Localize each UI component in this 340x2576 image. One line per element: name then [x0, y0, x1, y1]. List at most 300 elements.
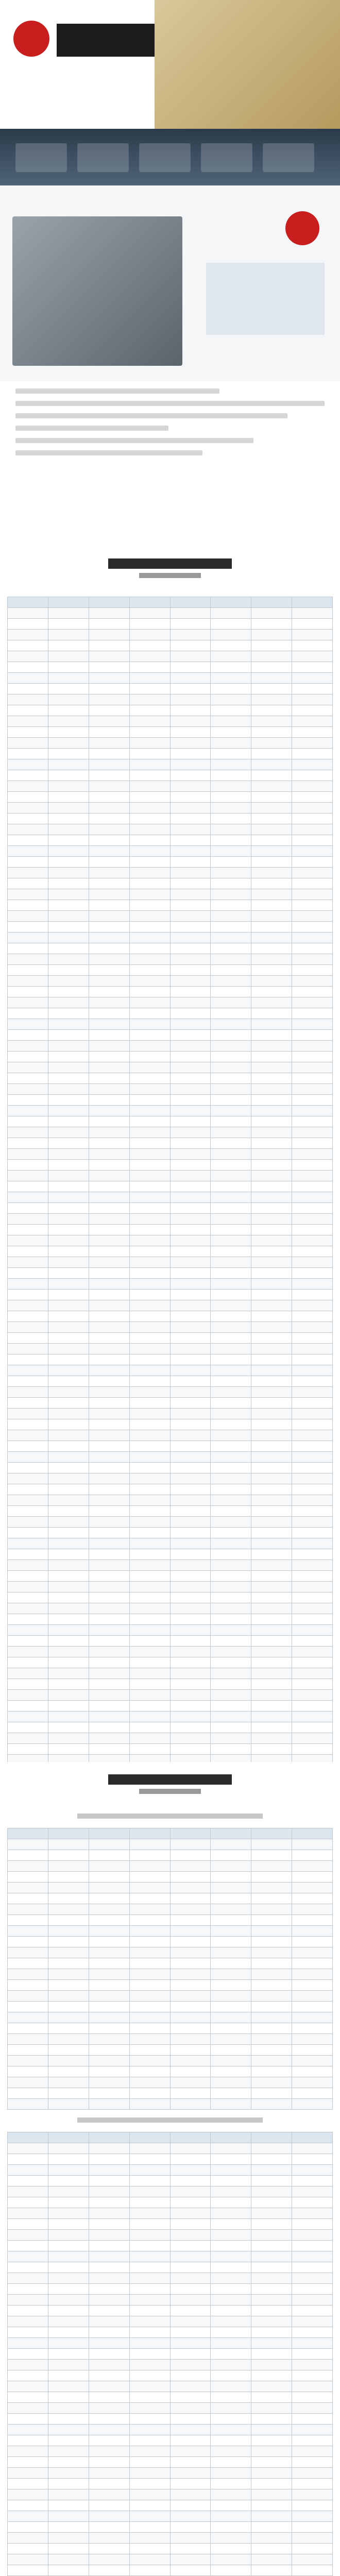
spec-table [7, 2132, 333, 2576]
text-line-placeholder [15, 426, 168, 431]
table-cell [48, 1571, 89, 1582]
table-cell [48, 1980, 89, 1991]
table-cell [251, 1883, 292, 1893]
table-cell [89, 1915, 129, 1926]
table-cell [129, 1268, 170, 1279]
table-cell [211, 2316, 251, 2327]
table-cell [129, 749, 170, 759]
table-cell [89, 2565, 129, 2576]
table-cell [251, 1850, 292, 1861]
table-cell [48, 1582, 89, 1592]
table-cell [8, 608, 48, 619]
table-cell [170, 1690, 211, 1701]
table-cell [292, 1300, 333, 1311]
table-cell [211, 1495, 251, 1506]
table-cell [89, 1904, 129, 1915]
table-cell [251, 662, 292, 673]
table-cell [89, 1398, 129, 1409]
table-cell [89, 2544, 129, 2554]
table-cell [89, 1290, 129, 1300]
table-cell [292, 2435, 333, 2446]
table-cell [89, 835, 129, 846]
table-row [8, 2392, 333, 2403]
table-cell [89, 2295, 129, 2306]
table-cell [48, 2349, 89, 2360]
table-cell [292, 1722, 333, 1733]
table-cell [48, 1828, 89, 1839]
table-cell [211, 1506, 251, 1517]
table-row [8, 1311, 333, 1322]
table-cell [129, 1127, 170, 1138]
table-cell [292, 2457, 333, 2468]
table-cell [48, 2045, 89, 2056]
table-cell [211, 727, 251, 738]
table-row [8, 1657, 333, 1668]
table-cell [89, 1344, 129, 1354]
table-caption-line [77, 2117, 263, 2123]
table-cell [292, 878, 333, 889]
table-cell [211, 889, 251, 900]
table-row [8, 1084, 333, 1095]
table-cell [211, 1041, 251, 1052]
table-cell [251, 1636, 292, 1647]
table-cell [48, 2208, 89, 2219]
table-cell [211, 1755, 251, 1762]
table-cell [48, 2088, 89, 2099]
table-cell [8, 2219, 48, 2230]
table-cell [292, 2511, 333, 2522]
table-cell [292, 911, 333, 922]
table-cell [211, 2338, 251, 2349]
table-cell [8, 965, 48, 976]
table-cell [292, 2273, 333, 2284]
table-cell [211, 933, 251, 943]
table-row [8, 2295, 333, 2306]
table-cell [89, 965, 129, 976]
table-cell [8, 1127, 48, 1138]
table-cell [170, 781, 211, 792]
table-cell [292, 684, 333, 694]
table-cell [8, 2425, 48, 2435]
table-cell [8, 1225, 48, 1235]
table-cell [89, 2262, 129, 2273]
table-row [8, 662, 333, 673]
table-cell [8, 1354, 48, 1365]
table-row [8, 781, 333, 792]
table-cell [8, 1008, 48, 1019]
table-cell [89, 1268, 129, 1279]
table-cell [211, 1084, 251, 1095]
table-cell [8, 2187, 48, 2197]
table-cell [8, 1235, 48, 1246]
table-cell [292, 1560, 333, 1571]
table-cell [48, 2381, 89, 2392]
table-cell [251, 1926, 292, 1937]
table-cell [251, 2533, 292, 2544]
table-cell [292, 1614, 333, 1625]
table-cell [251, 1679, 292, 1690]
table-row [8, 2066, 333, 2077]
table-cell [8, 976, 48, 987]
table-cell [170, 954, 211, 965]
table-cell [251, 911, 292, 922]
table-row [8, 1991, 333, 2002]
table-cell [8, 2511, 48, 2522]
table-cell [89, 2176, 129, 2187]
table-cell [251, 1592, 292, 1603]
table-cell [292, 1839, 333, 1850]
table-cell [170, 651, 211, 662]
table-row [8, 1969, 333, 1980]
table-cell [8, 2489, 48, 2500]
table-cell [48, 1904, 89, 1915]
table-row [8, 1203, 333, 1214]
table-cell [170, 2425, 211, 2435]
table-cell [48, 1603, 89, 1614]
table-cell [8, 597, 48, 608]
table-cell [170, 2381, 211, 2392]
table-cell [292, 1571, 333, 1582]
section-heading-subtitle [139, 573, 201, 578]
table-cell [48, 2295, 89, 2306]
table-cell [89, 997, 129, 1008]
table-cell [89, 1636, 129, 1647]
table-cell [89, 1149, 129, 1160]
table-cell [292, 1214, 333, 1225]
table-cell [48, 1419, 89, 1430]
table-cell [211, 846, 251, 857]
table-cell [89, 2360, 129, 2370]
table-cell [170, 2544, 211, 2554]
table-row [8, 911, 333, 922]
table-cell [8, 759, 48, 770]
table-cell [211, 1980, 251, 1991]
table-cell [170, 2176, 211, 2187]
table-cell [211, 2565, 251, 2576]
table-cell [129, 1506, 170, 1517]
table-row [8, 976, 333, 987]
table-cell [170, 1495, 211, 1506]
table-cell [251, 2565, 292, 2576]
table-cell [89, 1861, 129, 1872]
table-cell [211, 2522, 251, 2533]
table-row [8, 1484, 333, 1495]
table-cell [251, 1744, 292, 1755]
table-cell [251, 608, 292, 619]
table-cell [292, 1116, 333, 1127]
table-cell [8, 1701, 48, 1711]
table-cell [129, 2349, 170, 2360]
table-row [8, 2479, 333, 2489]
table-cell [8, 1549, 48, 1560]
table-cell [211, 1679, 251, 1690]
table-row [8, 2219, 333, 2230]
table-cell [129, 1560, 170, 1571]
table-row [8, 1344, 333, 1354]
table-row [8, 1041, 333, 1052]
table-cell [8, 1073, 48, 1084]
table-cell [48, 2489, 89, 2500]
feature-tile [139, 143, 191, 172]
table-cell [170, 1235, 211, 1246]
table-cell [251, 1203, 292, 1214]
table-cell [129, 1203, 170, 1214]
table-cell [251, 1690, 292, 1701]
table-cell [48, 1225, 89, 1235]
table-header-row [8, 2132, 333, 2143]
table-row [8, 1915, 333, 1926]
table-cell [211, 1279, 251, 1290]
table-cell [170, 749, 211, 759]
table-cell [89, 868, 129, 878]
table-cell [211, 1722, 251, 1733]
table-cell [170, 2327, 211, 2338]
table-cell [292, 1969, 333, 1980]
table-cell [170, 2099, 211, 2110]
table-row [8, 1387, 333, 1398]
table-cell [292, 1549, 333, 1560]
table-cell [251, 2327, 292, 2338]
table-cell [211, 759, 251, 770]
table-cell [170, 2554, 211, 2565]
table-row [8, 2533, 333, 2544]
table-row [8, 2403, 333, 2414]
table-cell [129, 1592, 170, 1603]
table-cell [129, 1668, 170, 1679]
table-cell [129, 1463, 170, 1473]
table-cell [292, 792, 333, 803]
table-cell [48, 1376, 89, 1387]
table-cell [170, 759, 211, 770]
table-cell [48, 2230, 89, 2241]
table-cell [48, 2392, 89, 2403]
table-cell [170, 987, 211, 997]
table-cell [89, 878, 129, 889]
table-cell [8, 2002, 48, 2012]
table-cell [170, 846, 211, 857]
table-cell [89, 792, 129, 803]
table-cell [211, 1030, 251, 1041]
table-cell [48, 792, 89, 803]
table-cell [129, 1419, 170, 1430]
table-cell [170, 673, 211, 684]
table-cell [48, 1192, 89, 1203]
table-cell [129, 727, 170, 738]
table-cell [89, 1257, 129, 1268]
table-cell [211, 662, 251, 673]
table-cell [8, 673, 48, 684]
table-cell [170, 1592, 211, 1603]
table-cell [211, 1409, 251, 1419]
table-cell [89, 1722, 129, 1733]
table-cell [129, 2241, 170, 2251]
table-cell [170, 1969, 211, 1980]
table-cell [8, 1711, 48, 1722]
table-cell [8, 1850, 48, 1861]
table-cell [8, 2056, 48, 2066]
table-cell [8, 1344, 48, 1354]
table-cell [251, 824, 292, 835]
table-row [8, 1839, 333, 1850]
table-row [8, 2338, 333, 2349]
table-row [8, 889, 333, 900]
table-cell [48, 2012, 89, 2023]
table-cell [8, 1300, 48, 1311]
table-row [8, 1893, 333, 1904]
table-cell [170, 1636, 211, 1647]
table-row [8, 997, 333, 1008]
table-cell [211, 1192, 251, 1203]
table-cell [211, 2165, 251, 2176]
table-cell [292, 1473, 333, 1484]
table-cell [48, 987, 89, 997]
table-cell [251, 1419, 292, 1430]
table-cell [89, 1549, 129, 1560]
table-cell [211, 954, 251, 965]
table-cell [89, 2489, 129, 2500]
text-line-placeholder [15, 450, 202, 455]
feature-strip-banner [0, 129, 340, 185]
table-cell [211, 1517, 251, 1528]
table-cell [292, 1073, 333, 1084]
table-cell [251, 640, 292, 651]
table-cell [170, 1679, 211, 1690]
table-cell [251, 1246, 292, 1257]
table-cell [170, 2045, 211, 2056]
table-cell [251, 597, 292, 608]
table-cell [211, 1484, 251, 1495]
table-cell [251, 2045, 292, 2056]
table-cell [170, 1506, 211, 1517]
table-cell [251, 1893, 292, 1904]
table-cell [48, 1463, 89, 1473]
table-cell [48, 1549, 89, 1560]
table-cell [292, 1528, 333, 1538]
table-cell [48, 1528, 89, 1538]
table-cell [292, 2403, 333, 2414]
table-cell [292, 2500, 333, 2511]
table-cell [292, 1463, 333, 1473]
table-cell [251, 1376, 292, 1387]
table-cell [251, 1116, 292, 1127]
table-cell [129, 1958, 170, 1969]
table-cell [211, 2554, 251, 2565]
table-cell [251, 2187, 292, 2197]
table-cell [129, 1171, 170, 1181]
table-cell [129, 2554, 170, 2565]
table-cell [8, 2338, 48, 2349]
table-cell [8, 1333, 48, 1344]
table-cell [89, 1969, 129, 1980]
table-cell [292, 608, 333, 619]
table-cell [251, 976, 292, 987]
table-cell [251, 2208, 292, 2219]
table-row [8, 2457, 333, 2468]
table-cell [8, 1733, 48, 1744]
table-cell [129, 2500, 170, 2511]
table-cell [251, 1582, 292, 1592]
table-cell [129, 1322, 170, 1333]
table-cell [129, 868, 170, 878]
table-cell [89, 2349, 129, 2360]
table-cell [89, 770, 129, 781]
table-cell [129, 1893, 170, 1904]
table-cell [8, 1495, 48, 1506]
table-cell [251, 965, 292, 976]
table-cell [8, 824, 48, 835]
table-cell [48, 2197, 89, 2208]
table-row [8, 1149, 333, 1160]
table-cell [211, 1300, 251, 1311]
table-cell [8, 2522, 48, 2533]
feature-tile [77, 143, 129, 172]
table-cell [89, 651, 129, 662]
table-cell [170, 1127, 211, 1138]
table-cell [8, 1149, 48, 1160]
table-cell [292, 2230, 333, 2241]
table-cell [170, 2306, 211, 2316]
table-cell [170, 2435, 211, 2446]
table-cell [48, 2187, 89, 2197]
table-cell [48, 1203, 89, 1214]
table-cell [89, 1441, 129, 1452]
table-cell [8, 749, 48, 759]
table-row [8, 1160, 333, 1171]
table-cell [48, 662, 89, 673]
table-cell [211, 1473, 251, 1484]
table-row [8, 1214, 333, 1225]
table-cell [129, 922, 170, 933]
table-cell [48, 770, 89, 781]
table-cell [211, 2392, 251, 2403]
table-cell [129, 1030, 170, 1041]
table-cell [48, 1969, 89, 1980]
table-cell [251, 1711, 292, 1722]
table-cell [251, 2012, 292, 2023]
table-cell [292, 673, 333, 684]
table-cell [8, 2306, 48, 2316]
table-row [8, 1603, 333, 1614]
table-cell [211, 1127, 251, 1138]
table-cell [251, 1322, 292, 1333]
table-cell [292, 1538, 333, 1549]
table-cell [89, 1647, 129, 1657]
table-cell [89, 1235, 129, 1246]
table-cell [129, 987, 170, 997]
table-cell [8, 2230, 48, 2241]
table-cell [89, 2522, 129, 2533]
table-cell [129, 2565, 170, 2576]
table-row [8, 2056, 333, 2066]
table-cell [8, 2457, 48, 2468]
table-cell [211, 1214, 251, 1225]
table-cell [8, 2154, 48, 2165]
table-cell [211, 922, 251, 933]
table-cell [292, 1441, 333, 1452]
table-row [8, 1019, 333, 1030]
table-cell [292, 1937, 333, 1947]
table-cell [292, 759, 333, 770]
table-cell [8, 1257, 48, 1268]
table-cell [89, 1668, 129, 1679]
table-cell [48, 2446, 89, 2457]
table-cell [129, 2533, 170, 2544]
table-row [8, 1701, 333, 1711]
table-cell [170, 1387, 211, 1398]
table-row [8, 640, 333, 651]
table-cell [129, 640, 170, 651]
table-cell [211, 792, 251, 803]
